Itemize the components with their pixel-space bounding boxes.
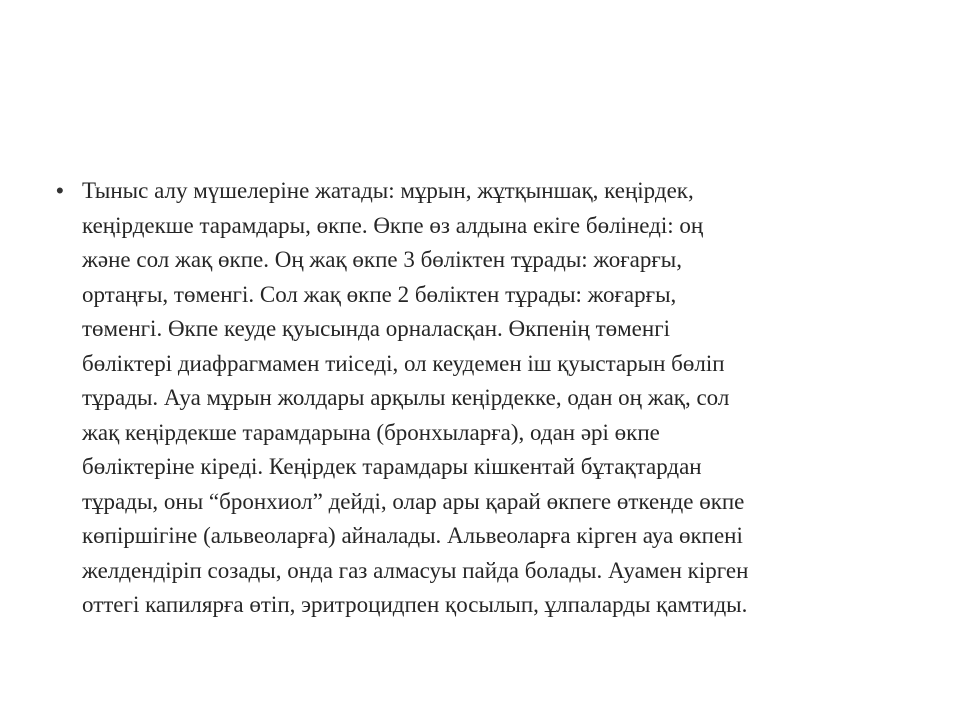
text-line: көпіршігіне (альвеоларға) айналады. Альвеоларға кірген ауа өкпені: [82, 523, 743, 548]
text-line: ортаңғы, төменгі. Сол жақ өкпе 2 бөліктен тұрады: жоғарғы,: [82, 281, 677, 307]
text-line: төменгі. Өкпе кеуде қуысында орналасқан. Өкпенің төменгі: [82, 316, 671, 341]
bullet-text: [82, 174, 916, 623]
content-area: [56, 174, 916, 623]
text-line: бөліктері диафрагмамен тиіседі, ол кеудемен іш қуыстарын бөліп: [82, 350, 725, 376]
text-line: жақ кеңірдекше тарамдарына (бронхыларға), одан әрі өкпе: [82, 419, 660, 445]
text-line: кеңірдекше тарамдары, өкпе. Өкпе өз алдына екіге бөлінеді: оң: [82, 212, 704, 238]
text-line: бөліктеріне кіреді. Кеңірдек тарамдары кішкентай бұтақтардан: [82, 454, 702, 479]
text-line: Тыныс алу мүшелеріне жатады: мұрын, жұтқыншақ, кеңірдек,: [82, 178, 694, 203]
text-line: тұрады, оны “бронхиол” дейді, олар ары қарай өкпеге өткенде өкпе: [82, 488, 745, 514]
bullet-icon: •: [56, 178, 64, 203]
text-line: желдендіріп созады, онда газ алмасуы пайда болады. Ауамен кірген: [82, 557, 749, 583]
text-line: және сол жақ өкпе. Оң жақ өкпе 3 бөліктен тұрады: жоғарғы,: [82, 247, 683, 272]
bullet-item: [56, 174, 916, 623]
text-line: тұрады. Ауа мұрын жолдары арқылы кеңірдекке, одан оң жақ, сол: [82, 385, 730, 410]
text-line: оттегі капилярға өтіп, эритроцидпен қосылып, ұлпаларды қамтиды.: [82, 592, 748, 617]
